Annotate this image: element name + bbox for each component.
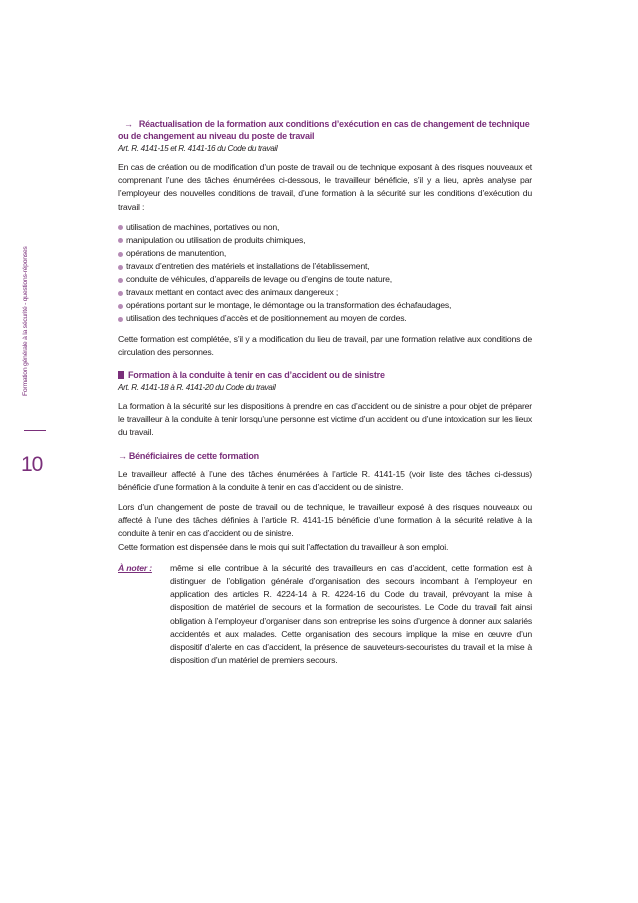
sidebar-divider bbox=[24, 430, 46, 431]
section-2-heading bbox=[118, 369, 532, 381]
arrow-right-icon: → bbox=[124, 119, 133, 129]
section-3-title: Bénéficiaires de cette formation bbox=[128, 450, 259, 461]
note-text bbox=[170, 562, 532, 668]
main-content bbox=[118, 118, 532, 667]
section-1-reference: Art. R. 4141-15 et R. 4141-16 du Code du travail bbox=[118, 144, 278, 153]
square-bullet-icon bbox=[118, 371, 124, 379]
section-3-para-1: Le travailleur affecté à l’une des tâches énumérées à l’article R. 4141-15 (voir liste des tâches ci-dessus) bénéficie d’une formation à la conduite à tenir en cas d’accident ou de sinistre. bbox=[118, 468, 532, 492]
list-item: utilisation de machines, portatives ou non, bbox=[118, 221, 532, 234]
section-1-intro: En cas de création ou de modification d’un poste de travail ou de technique exposant à des risques nouveaux et comprenant l’une des tâches énumérées ci-dessous, le travailleur bénéficie, s’il y a lieu, après analyse par l’employeur des nouvelles conditions de travail, d’une formation à la sécurité sur les conditions d’exécution du travail : bbox=[118, 162, 532, 212]
note-label: À noter : bbox=[118, 562, 152, 573]
arrow-right-icon: → bbox=[118, 450, 127, 461]
sidebar bbox=[20, 246, 46, 486]
section-3-para-3: Cette formation est dispensée dans le mois qui suit l’affectation du travailleur à son emploi. bbox=[118, 541, 449, 552]
list-item: travaux d’entretien des matériels et installations de l’établissement, bbox=[118, 260, 532, 273]
page-number: 10 bbox=[21, 453, 43, 476]
list-item: conduite de véhicules, d’appareils de levage ou d’engins de toute nature, bbox=[118, 273, 532, 286]
section-3-para-2: Lors d’un changement de poste de travail ou de technique, le travailleur exposé à des risques nouveaux ou affecté à l’une des tâches définies à l’article R. 4141-15 bénéficie d’une formation à la sécurité relative à la conduite à tenir en cas d’accident ou de sinistre. bbox=[118, 501, 532, 539]
note-paragraph: même si elle contribue à la sécurité des travailleurs en cas d’accident, cette formation est à distinguer de l’obligation générale d’organisation des secours incombant à l’employeur en application des articles R. 4224-14 à R. 4224-16 du Code du travail, prévoyant la mise à disposition de matériel de secours et la formation de secouristes. Le Code du travail fait ainsi obligation à l’employeur d’organiser dans son entreprise les soins d’urgence à donner aux salariés accidentés et aux malades. Cette organisation des secours implique la mise en œuvre d’un dispositif d’alerte en cas d’accident, la présence de sauveteurs-secouristes du travail et la mise à disposition d’un matériel de premiers secours. bbox=[170, 562, 532, 666]
section-1-heading bbox=[118, 118, 532, 142]
list-item: utilisation des techniques d’accès et de positionnement au moyen de cordes. bbox=[118, 312, 532, 325]
list-item: opérations de manutention, bbox=[118, 247, 532, 260]
section-1-conclusion: Cette formation est complétée, s’il y a modification du lieu de travail, par une formation relative aux conditions de circulation des personnes. bbox=[118, 333, 532, 357]
section-3-heading bbox=[118, 450, 532, 463]
list-item: opérations portant sur le montage, le démontage ou la transformation des échafaudages, bbox=[118, 299, 532, 312]
note-block bbox=[118, 562, 532, 668]
section-1-title: Réactualisation de la formation aux conditions d’exécution en cas de changement de technique ou de changement au niveau du poste de travail bbox=[118, 119, 530, 141]
task-list bbox=[118, 221, 532, 326]
running-title: Formation générale à la sécurité - questions-réponses bbox=[22, 246, 29, 396]
section-2-body: La formation à la sécurité sur les dispositions à prendre en cas d’accident ou de sinistre a pour objet de préparer le travailleur à la conduite à tenir lorsqu’une personne est victime d’un accident ou d’une intoxication sur les lieux du travail. bbox=[118, 400, 532, 438]
list-item: manipulation ou utilisation de produits chimiques, bbox=[118, 234, 532, 247]
section-2-title: Formation à la conduite à tenir en cas d’accident ou de sinistre bbox=[128, 369, 385, 380]
section-2-reference: Art. R. 4141-18 à R. 4141-20 du Code du travail bbox=[118, 382, 276, 392]
list-item: travaux mettant en contact avec des animaux dangereux ; bbox=[118, 286, 532, 299]
